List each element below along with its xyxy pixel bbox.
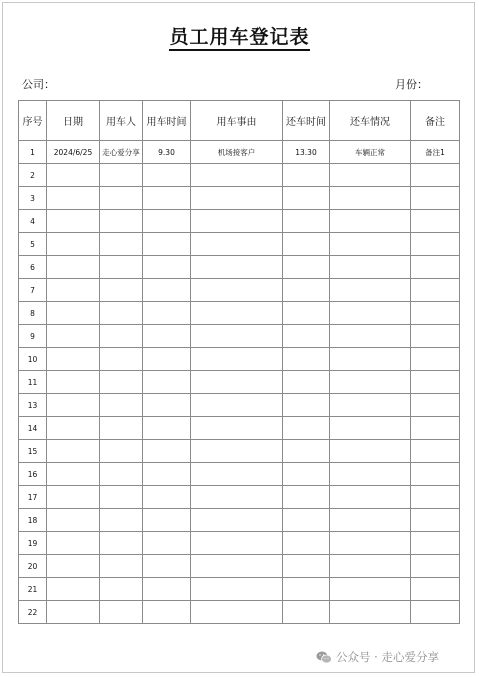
table-row (19, 440, 460, 463)
cell-index[interactable]: 13 (19, 394, 47, 417)
cell-date[interactable] (47, 394, 100, 417)
cell-driver[interactable] (100, 210, 143, 233)
header-row (19, 101, 460, 141)
cell-index[interactable]: 3 (19, 187, 47, 210)
cell-return-time[interactable] (283, 601, 330, 624)
vehicle-log-table (18, 100, 460, 624)
cell-purpose[interactable] (191, 164, 283, 187)
cell-date[interactable] (47, 233, 100, 256)
cell-purpose[interactable] (191, 394, 283, 417)
cell-checkout-time[interactable] (143, 187, 191, 210)
table-row (19, 210, 460, 233)
cell-return-condition[interactable] (330, 256, 411, 279)
cell-checkout-time[interactable] (143, 279, 191, 302)
cell-purpose[interactable] (191, 486, 283, 509)
cell-date[interactable] (47, 486, 100, 509)
cell-return-time[interactable] (283, 187, 330, 210)
cell-driver[interactable] (100, 578, 143, 601)
cell-purpose[interactable] (191, 256, 283, 279)
cell-return-condition[interactable] (330, 394, 411, 417)
table-row (19, 233, 460, 256)
cell-date[interactable] (47, 371, 100, 394)
cell-return-condition[interactable] (330, 532, 411, 555)
cell-index[interactable]: 2 (19, 164, 47, 187)
header-return-time: 还车时间 (283, 101, 330, 141)
cell-checkout-time[interactable] (143, 371, 191, 394)
cell-remarks[interactable] (411, 509, 460, 532)
cell-index[interactable]: 6 (19, 256, 47, 279)
cell-checkout-time[interactable] (143, 348, 191, 371)
cell-index[interactable]: 14 (19, 417, 47, 440)
cell-driver[interactable] (100, 486, 143, 509)
cell-return-condition[interactable] (330, 164, 411, 187)
cell-driver[interactable] (100, 463, 143, 486)
cell-checkout-time[interactable] (143, 578, 191, 601)
cell-date[interactable] (47, 348, 100, 371)
cell-return-condition[interactable] (330, 509, 411, 532)
cell-checkout-time[interactable] (143, 509, 191, 532)
cell-driver[interactable] (100, 555, 143, 578)
cell-remarks[interactable]: 备注1 (411, 141, 460, 164)
table-row (19, 555, 460, 578)
cell-purpose[interactable] (191, 601, 283, 624)
table-row (19, 463, 460, 486)
cell-return-time[interactable] (283, 325, 330, 348)
cell-checkout-time[interactable] (143, 463, 191, 486)
cell-return-time[interactable] (283, 394, 330, 417)
company-label: 公司： (22, 78, 55, 91)
cell-date[interactable] (47, 256, 100, 279)
cell-purpose[interactable] (191, 440, 283, 463)
cell-return-condition[interactable] (330, 440, 411, 463)
cell-checkout-time[interactable]: 9.30 (143, 141, 191, 164)
cell-remarks[interactable] (411, 578, 460, 601)
cell-date[interactable] (47, 440, 100, 463)
cell-purpose[interactable] (191, 463, 283, 486)
cell-date[interactable] (47, 509, 100, 532)
cell-driver[interactable] (100, 325, 143, 348)
table-row (19, 394, 460, 417)
cell-purpose[interactable] (191, 509, 283, 532)
cell-return-time[interactable] (283, 555, 330, 578)
table-row (19, 348, 460, 371)
cell-checkout-time[interactable] (143, 486, 191, 509)
cell-index[interactable]: 9 (19, 325, 47, 348)
cell-purpose[interactable] (191, 348, 283, 371)
table-row (19, 601, 460, 624)
cell-return-condition[interactable] (330, 417, 411, 440)
table-row (19, 486, 460, 509)
cell-purpose[interactable] (191, 325, 283, 348)
cell-date[interactable]: 2024/6/25 (47, 141, 100, 164)
cell-index[interactable]: 17 (19, 486, 47, 509)
cell-remarks[interactable] (411, 532, 460, 555)
cell-checkout-time[interactable] (143, 555, 191, 578)
cell-remarks[interactable] (411, 486, 460, 509)
cell-driver[interactable] (100, 164, 143, 187)
cell-date[interactable] (47, 463, 100, 486)
header-return-condition: 还车情况 (330, 101, 411, 141)
cell-purpose[interactable] (191, 555, 283, 578)
cell-return-condition[interactable] (330, 486, 411, 509)
cell-driver[interactable]: 走心爱分享 (100, 141, 143, 164)
cell-checkout-time[interactable] (143, 417, 191, 440)
cell-driver[interactable] (100, 256, 143, 279)
cell-checkout-time[interactable] (143, 164, 191, 187)
cell-index[interactable]: 22 (19, 601, 47, 624)
cell-date[interactable] (47, 417, 100, 440)
cell-purpose[interactable] (191, 233, 283, 256)
cell-index[interactable]: 4 (19, 210, 47, 233)
cell-remarks[interactable] (411, 256, 460, 279)
cell-driver[interactable] (100, 233, 143, 256)
table-row (19, 302, 460, 325)
cell-remarks[interactable] (411, 233, 460, 256)
cell-checkout-time[interactable] (143, 210, 191, 233)
cell-purpose[interactable] (191, 210, 283, 233)
cell-return-time[interactable] (283, 440, 330, 463)
cell-driver[interactable] (100, 279, 143, 302)
cell-return-time[interactable] (283, 256, 330, 279)
cell-return-time[interactable] (283, 532, 330, 555)
cell-index[interactable]: 8 (19, 302, 47, 325)
table-row (19, 141, 460, 164)
cell-remarks[interactable] (411, 440, 460, 463)
cell-remarks[interactable] (411, 279, 460, 302)
cell-date[interactable] (47, 187, 100, 210)
header-purpose: 用车事由 (191, 101, 283, 141)
cell-return-time[interactable] (283, 279, 330, 302)
cell-checkout-time[interactable] (143, 394, 191, 417)
cell-index[interactable]: 11 (19, 371, 47, 394)
cell-date[interactable] (47, 302, 100, 325)
cell-return-condition[interactable] (330, 187, 411, 210)
cell-return-condition[interactable] (330, 601, 411, 624)
cell-return-time[interactable] (283, 417, 330, 440)
cell-remarks[interactable] (411, 463, 460, 486)
table-row (19, 417, 460, 440)
header-driver: 用车人 (100, 101, 143, 141)
cell-driver[interactable] (100, 601, 143, 624)
table-row (19, 164, 460, 187)
cell-return-condition[interactable] (330, 463, 411, 486)
cell-index[interactable]: 19 (19, 532, 47, 555)
table-row (19, 187, 460, 210)
cell-remarks[interactable] (411, 325, 460, 348)
table-row (19, 578, 460, 601)
cell-return-time[interactable] (283, 371, 330, 394)
cell-return-time[interactable] (283, 302, 330, 325)
cell-return-time[interactable] (283, 233, 330, 256)
cell-driver[interactable] (100, 509, 143, 532)
cell-remarks[interactable] (411, 210, 460, 233)
cell-date[interactable] (47, 325, 100, 348)
cell-index[interactable]: 5 (19, 233, 47, 256)
cell-return-time[interactable] (283, 486, 330, 509)
cell-return-condition[interactable] (330, 578, 411, 601)
cell-index[interactable]: 18 (19, 509, 47, 532)
cell-index[interactable]: 10 (19, 348, 47, 371)
cell-index[interactable]: 1 (19, 141, 47, 164)
cell-index[interactable]: 16 (19, 463, 47, 486)
watermark (316, 649, 439, 665)
title-text: 员工用车登记表 (169, 26, 309, 51)
month-label: 月份： (395, 78, 428, 91)
cell-checkout-time[interactable] (143, 325, 191, 348)
cell-remarks[interactable] (411, 302, 460, 325)
cell-return-time[interactable] (283, 164, 330, 187)
cell-driver[interactable] (100, 440, 143, 463)
header-index: 序号 (19, 101, 47, 141)
table-row (19, 532, 460, 555)
cell-checkout-time[interactable] (143, 302, 191, 325)
table-row (19, 256, 460, 279)
cell-remarks[interactable] (411, 164, 460, 187)
cell-date[interactable] (47, 164, 100, 187)
cell-date[interactable] (47, 210, 100, 233)
cell-date[interactable] (47, 279, 100, 302)
header-date: 日期 (47, 101, 100, 141)
watermark-text: 公众号 · 走心爱分享 (336, 650, 439, 664)
cell-date[interactable] (47, 578, 100, 601)
cell-date[interactable] (47, 532, 100, 555)
cell-checkout-time[interactable] (143, 440, 191, 463)
cell-return-time[interactable] (283, 210, 330, 233)
cell-driver[interactable] (100, 394, 143, 417)
cell-checkout-time[interactable] (143, 233, 191, 256)
cell-remarks[interactable] (411, 601, 460, 624)
table-row (19, 509, 460, 532)
cell-return-time[interactable]: 13.30 (283, 141, 330, 164)
cell-driver[interactable] (100, 187, 143, 210)
cell-return-condition[interactable] (330, 279, 411, 302)
cell-purpose[interactable]: 机场接客户 (191, 141, 283, 164)
cell-return-condition[interactable] (330, 371, 411, 394)
cell-purpose[interactable] (191, 417, 283, 440)
cell-date[interactable] (47, 555, 100, 578)
cell-index[interactable]: 15 (19, 440, 47, 463)
cell-index[interactable]: 7 (19, 279, 47, 302)
wechat-icon (316, 651, 332, 664)
cell-remarks[interactable] (411, 394, 460, 417)
cell-return-condition[interactable] (330, 210, 411, 233)
cell-purpose[interactable] (191, 302, 283, 325)
header-checkout-time: 用车时间 (143, 101, 191, 141)
cell-purpose[interactable] (191, 279, 283, 302)
cell-return-time[interactable] (283, 463, 330, 486)
cell-index[interactable]: 20 (19, 555, 47, 578)
cell-purpose[interactable] (191, 578, 283, 601)
cell-driver[interactable] (100, 417, 143, 440)
cell-remarks[interactable] (411, 555, 460, 578)
cell-remarks[interactable] (411, 187, 460, 210)
cell-return-time[interactable] (283, 509, 330, 532)
table-body (19, 141, 460, 624)
cell-return-condition[interactable]: 车辆正常 (330, 141, 411, 164)
cell-return-condition[interactable] (330, 302, 411, 325)
document-title (0, 22, 479, 49)
cell-return-condition[interactable] (330, 555, 411, 578)
table-row (19, 371, 460, 394)
cell-index[interactable]: 21 (19, 578, 47, 601)
cell-checkout-time[interactable] (143, 256, 191, 279)
cell-purpose[interactable] (191, 371, 283, 394)
cell-driver[interactable] (100, 371, 143, 394)
cell-return-condition[interactable] (330, 233, 411, 256)
cell-return-time[interactable] (283, 578, 330, 601)
cell-return-time[interactable] (283, 348, 330, 371)
cell-remarks[interactable] (411, 348, 460, 371)
cell-return-condition[interactable] (330, 348, 411, 371)
table-row (19, 325, 460, 348)
cell-purpose[interactable] (191, 187, 283, 210)
cell-date[interactable] (47, 601, 100, 624)
cell-remarks[interactable] (411, 417, 460, 440)
cell-checkout-time[interactable] (143, 532, 191, 555)
header-remarks: 备注 (411, 101, 460, 141)
cell-purpose[interactable] (191, 532, 283, 555)
cell-driver[interactable] (100, 532, 143, 555)
cell-checkout-time[interactable] (143, 601, 191, 624)
cell-driver[interactable] (100, 348, 143, 371)
cell-remarks[interactable] (411, 371, 460, 394)
table-row (19, 279, 460, 302)
cell-return-condition[interactable] (330, 325, 411, 348)
cell-driver[interactable] (100, 302, 143, 325)
